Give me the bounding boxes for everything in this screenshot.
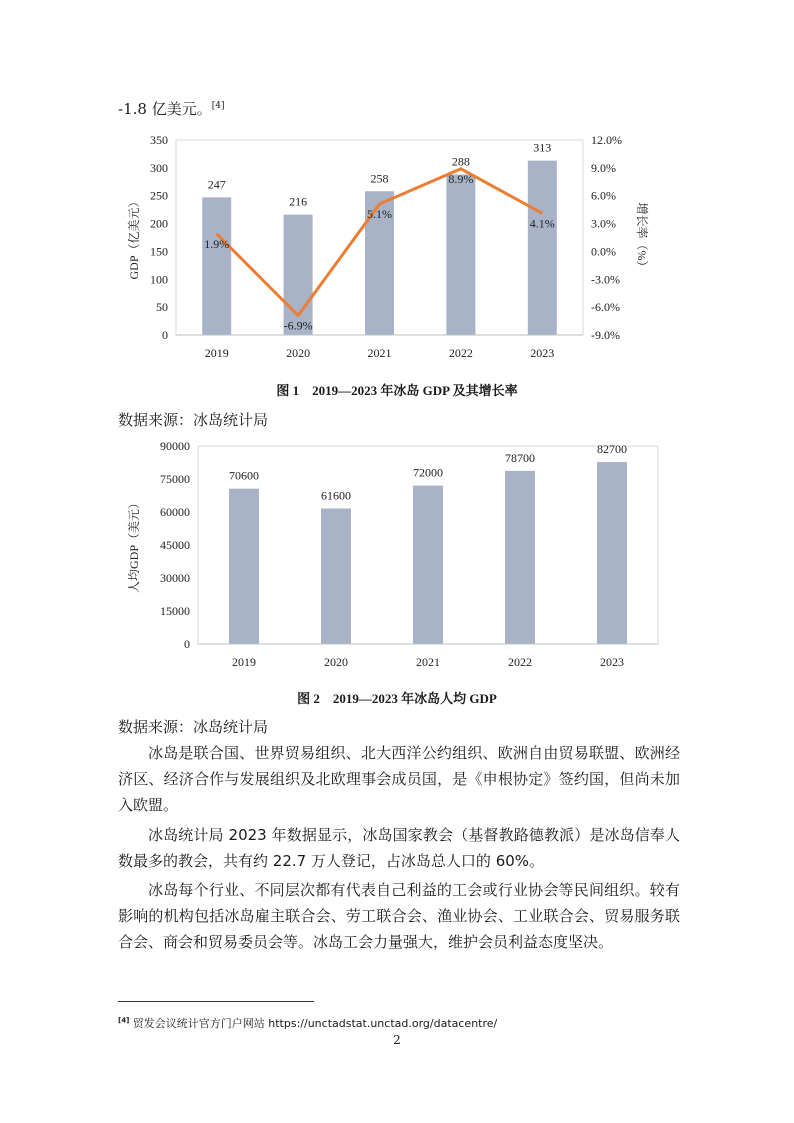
- bar: [446, 175, 475, 335]
- y2-tick-label: -3.0%: [591, 272, 620, 287]
- page-number: 2: [393, 1033, 401, 1047]
- y2-tick-label: -6.0%: [591, 300, 620, 315]
- x-tick-label: 2022: [508, 655, 532, 669]
- bar-data-label: 247: [207, 177, 226, 192]
- lead-line: -1.8 亿美元。[4]: [118, 100, 225, 118]
- x-tick-label: 2022: [448, 346, 473, 360]
- x-tick-label: 2020: [324, 655, 348, 669]
- y-tick-label: 200: [150, 216, 168, 231]
- bar: [229, 489, 259, 644]
- y-axis-title: 人均GDP（美元）: [127, 496, 141, 594]
- growth-data-label: 5.1%: [367, 207, 392, 222]
- figure-2-chart: [118, 436, 648, 671]
- bar-data-label: 78700: [505, 450, 535, 465]
- x-tick-label: 2023: [600, 655, 624, 669]
- bar-data-label: 313: [533, 140, 552, 155]
- bar-data-label: 288: [451, 154, 470, 169]
- y2-axis-title: 增长率（%）: [635, 202, 649, 273]
- x-tick-label: 2019: [232, 655, 256, 669]
- bar-data-label: 258: [370, 171, 389, 186]
- y-tick-label: 45000: [160, 538, 190, 552]
- y-axis-title: GDP（亿美元）: [127, 195, 141, 280]
- growth-data-label: -6.9%: [283, 318, 313, 333]
- paragraph-1: 冰岛是联合国、世界贸易组织、北大西洋公约组织、欧洲自由贸易联盟、欧洲经济区、经济合作与发展组织及北欧理事会成员国，是《申根协定》签约国，但尚未加入欧盟。: [118, 744, 680, 814]
- bar: [321, 508, 351, 644]
- bar-data-label: 216: [289, 194, 308, 209]
- bar-data-label: 70600: [229, 468, 259, 483]
- figure-1-source: 数据来源：冰岛统计局: [118, 411, 269, 429]
- x-tick-label: 2023: [530, 346, 555, 360]
- footnote-divider: [118, 1001, 314, 1002]
- gdp-growth-chart: [118, 130, 648, 365]
- paragraph-2: 冰岛统计局 2023 年数据显示，冰岛国家教会（基督教路德教派）是冰岛信奉人数最多的教会，共有约 22.7 万人登记，占冰岛总人口的 60%。: [118, 826, 680, 870]
- y2-tick-label: 0.0%: [591, 244, 616, 259]
- figure-1-caption: 图 1 2019—2023 年冰岛 GDP 及其增长率: [276, 383, 518, 398]
- bar-data-label: 61600: [321, 488, 351, 503]
- y2-tick-label: 6.0%: [591, 188, 616, 203]
- footnote: [118, 1015, 497, 1031]
- footnote-ref: [4]: [211, 101, 225, 111]
- bar-data-label: 82700: [597, 442, 627, 457]
- y-tick-label: 250: [150, 188, 168, 203]
- x-tick-label: 2021: [367, 346, 392, 360]
- paragraph-3: 冰岛每个行业、不同层次都有代表自己利益的工会或行业协会等民间组织。较有影响的机构包括冰岛雇主联合会、劳工联合会、渔业协会、工业联合会、贸易服务联合会、商会和贸易委员会等。冰岛工会力量强大，维护会员利益态度坚决。: [118, 881, 680, 951]
- y2-tick-label: -9.0%: [591, 328, 620, 342]
- growth-data-label: 1.9%: [204, 236, 230, 251]
- figure-2-caption: 图 2 2019—2023 年冰岛人均 GDP: [297, 691, 497, 706]
- y-tick-label: 30000: [160, 571, 190, 585]
- y-tick-label: 100: [150, 272, 168, 287]
- bar: [202, 197, 231, 335]
- figure-2-source: 数据来源：冰岛统计局: [118, 718, 269, 736]
- y-tick-label: 0: [184, 637, 190, 651]
- y-tick-label: 0: [162, 328, 168, 342]
- y2-tick-label: 9.0%: [591, 160, 616, 175]
- y-tick-label: 60000: [160, 505, 190, 519]
- figure-1-chart: [118, 130, 648, 365]
- x-tick-label: 2019: [204, 346, 229, 360]
- y-tick-label: 50: [156, 300, 168, 315]
- bar: [505, 471, 535, 644]
- x-tick-label: 2021: [416, 655, 440, 669]
- x-tick-label: 2020: [286, 346, 311, 360]
- bar-data-label: 72000: [413, 465, 443, 480]
- growth-data-label: 8.9%: [448, 171, 474, 186]
- gdp-per-capita-chart: [118, 436, 648, 671]
- y-tick-label: 90000: [160, 439, 190, 453]
- y2-tick-label: 12.0%: [591, 133, 622, 147]
- bar: [413, 486, 443, 644]
- y-tick-label: 150: [150, 244, 168, 259]
- y-tick-label: 300: [150, 160, 168, 175]
- y-tick-label: 75000: [160, 472, 190, 486]
- footnote-marker: [4]: [118, 1016, 130, 1025]
- y2-tick-label: 3.0%: [591, 216, 616, 231]
- growth-data-label: 4.1%: [529, 216, 555, 231]
- bar: [528, 161, 557, 335]
- footnote-text: 贸发会议统计官方门户网站 https://unctadstat.unctad.org/datacentre/: [132, 1017, 498, 1030]
- y-tick-label: 350: [150, 133, 168, 147]
- y-tick-label: 15000: [160, 604, 190, 618]
- bar: [597, 462, 627, 644]
